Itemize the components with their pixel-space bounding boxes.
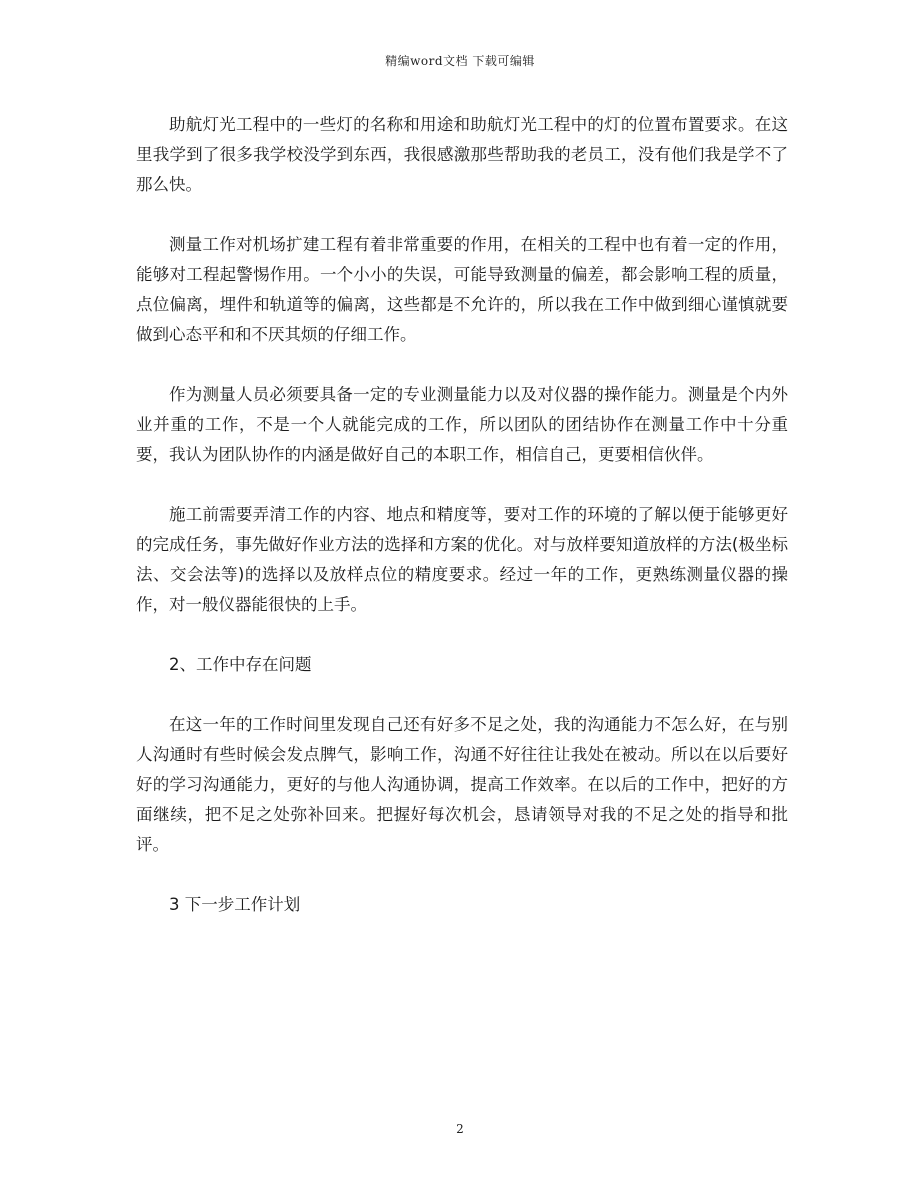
section-heading-plan: 3 下一步工作计划 (169, 895, 301, 914)
paragraph-preparation: 施工前需要弄清工作的内容、地点和精度等，要对工作的环境的了解以便于能够更好的完成任务，事先做好作业方法的选择和方案的优化。对与放样要知道放样的方法(极坐标法、交会法等)的选择以及放样点位的精度要求。经过一年的工作，更熟练测量仪器的操作，对一般仪器能很快的上手。 (136, 505, 788, 614)
section-heading-problems: 2、工作中存在问题 (169, 655, 312, 674)
document-body (136, 110, 788, 950)
paragraph-measurement-importance: 测量工作对机场扩建工程有着非常重要的作用，在相关的工程中也有着一定的作用，能够对工程起警惕作用。一个小小的失误，可能导致测量的偏差，都会影响工程的质量，点位偏离，埋件和轨道等的偏离，这些都是不允许的，所以我在工作中做到细心谨慎就要做到心态平和和不厌其烦的仔细工作。 (136, 235, 788, 344)
paragraph-teamwork: 作为测量人员必须要具备一定的专业测量能力以及对仪器的操作能力。测量是个内外业并重的工作，不是一个人就能完成的工作，所以团队的团结协作在测量工作中十分重要，我认为团队协作的内涵是做好自己的本职工作，相信自己，更要相信伙伴。 (136, 385, 788, 464)
page-header: 精编word文档 下载可编辑 (385, 54, 535, 68)
page-number: 2 (456, 1122, 464, 1136)
paragraph-problems: 在这一年的工作时间里发现自己还有好多不足之处，我的沟通能力不怎么好，在与别人沟通时有些时候会发点脾气，影响工作，沟通不好往往让我处在被动。所以在以后要好好的学习沟通能力，更好的与他人沟通协调，提高工作效率。在以后的工作中，把好的方面继续，把不足之处弥补回来。把握好每次机会，恳请领导对我的不足之处的指导和批评。 (136, 715, 788, 854)
paragraph-lighting: 助航灯光工程中的一些灯的名称和用途和助航灯光工程中的灯的位置布置要求。在这里我学到了很多我学校没学到东西，我很感激那些帮助我的老员工，没有他们我是学不了那么快。 (136, 115, 788, 194)
